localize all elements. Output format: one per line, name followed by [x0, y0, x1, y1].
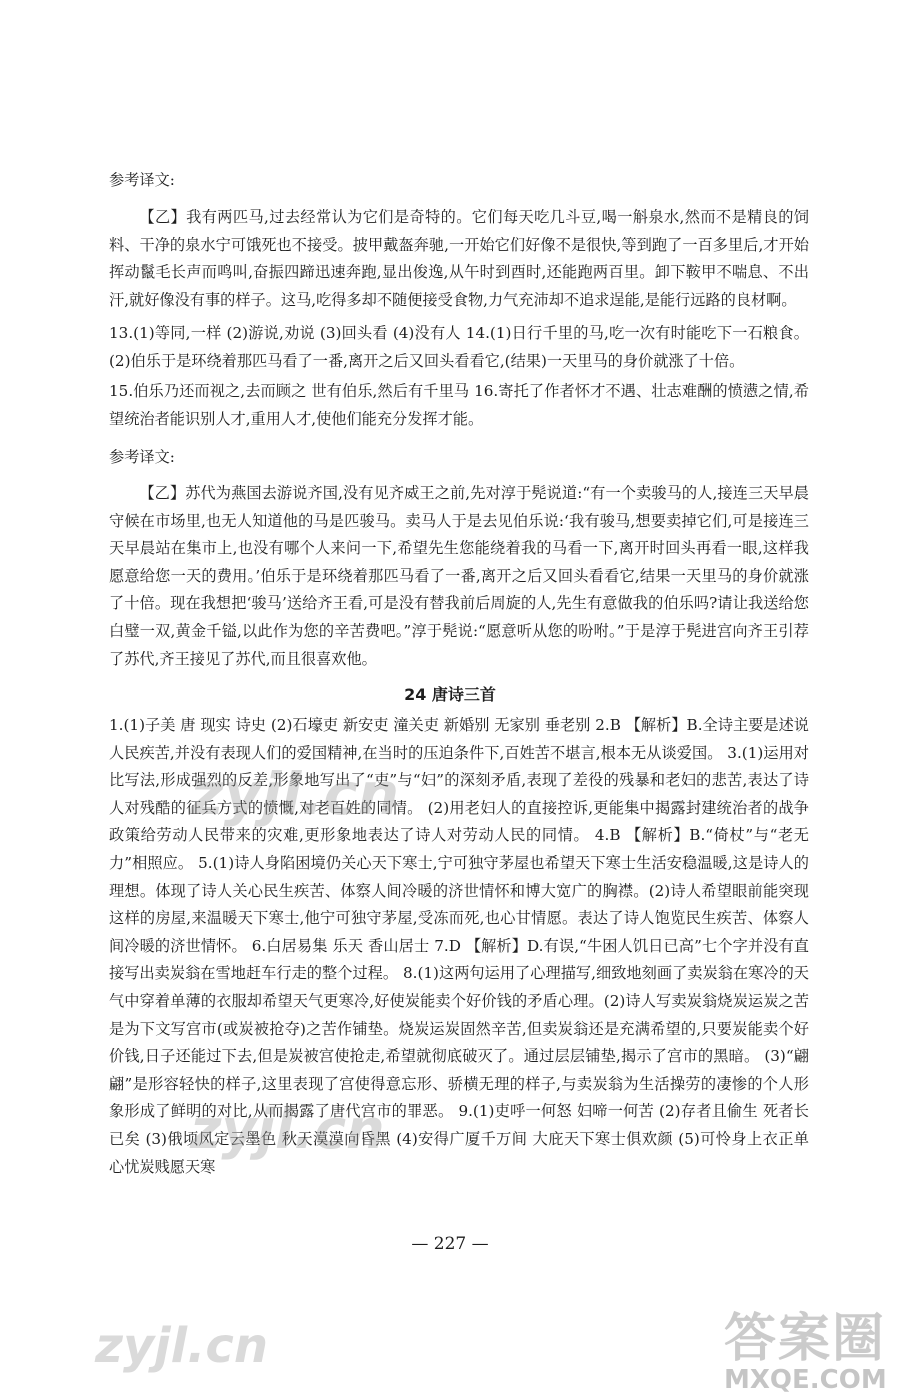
- brand-url: MXQE.COM: [724, 1365, 887, 1395]
- brand-watermark: [724, 1296, 887, 1395]
- brand-logo: 答案圈: [724, 1308, 887, 1369]
- watermark-text: zyjl.cn: [190, 1098, 385, 1161]
- watermark-text: zyjl.cn: [190, 760, 400, 828]
- watermark-text: zyjl.cn: [95, 1318, 268, 1374]
- answer-paragraph-tang-poems: 1.(1)子美 唐 现实 诗史 (2)石壕吏 新安吏 潼关吏 新婚别 无家别 垂老别 2.B 【解析】B.全诗主要是述说人民疾苦,并没有表现人们的爱国精神,在当时的压迫条件下,百姓苦不堪言,根本无从谈爱国。 3.(1)运用对比写法,形成强烈的反差,形象地写出了“吏”与“妇”的深刻矛盾,表现了差役的残暴和老妇的悲苦,表达了诗人对残酷的征兵方式的愤慨,对老百姓的同情。 (2)用老妇人的直接控诉,更能集中揭露封建统治者的战争政策给劳动人民带来的灾难,更形象地表达了诗人对劳动人民的同情。 4.B 【解析】B.“倚杖”与“老无力”相照应。 5.(1)诗人身陷困境仍关心天下寒士,宁可独守茅屋也希望天下寒士生活安稳温暖,这是诗人的理想。体现了诗人关心民生疾苦、体察人间冷暖的济世情怀和博大宽广的胸襟。(2)诗人希望眼前能突现这样的房屋,来温暖天下寒士,他宁可独守茅屋,受冻而死,也心甘情愿。表达了诗人饱览民生疾苦、体察人间冷暖的济世情怀。 6.白居易集 乐天 香山居士 7.D 【解析】D.有误,“牛困人饥日已高”七个字并没有直接写出卖炭翁在雪地赶车行走的整个过程。 8.(1)这两句运用了心理描写,细致地刻画了卖炭翁在寒冷的天气中穿着单薄的衣服却希望天气更寒冷,好使炭能卖个好价钱的矛盾心理。(2)诗人写卖炭翁烧炭运炭之苦是为下文写宫市(或炭被抢夺)之苦作铺垫。烧炭运炭固然辛苦,但卖炭翁还是充满希望的,只要炭能卖个好价钱,日子还能过下去,但是炭被宫使抢走,希望就彻底破灭了。通过层层铺垫,揭示了宫市的黑暗。 (3)“翩翩”是形容轻快的样子,这里表现了宫使得意忘形、骄横无理的样子,与卖炭翁为生活操劳的凄惨的个人形象形成了鲜明的对比,从而揭露了唐代宫市的罪恶。 9.(1)吏呼一何怒 妇啼一何苦 (2)存者且偷生 死者长已矣 (3)俄顷风定云墨色 秋天漠漠向昏黑 (4)安得广厦千万间 大庇天下寒士俱欢颜 (5)可怜身上衣正单 心忧炭贱愿天寒: [109, 716, 809, 1176]
- ref-translation-label: 参考译文:: [109, 171, 175, 189]
- translation-paragraph-1: 【乙】我有两匹马,过去经常认为它们是奇特的。它们每天吃几斗豆,喝一斛泉水,然而不是精良的饲料、干净的泉水宁可饿死也不接受。披甲戴盔奔驰,一开始它们好像不是很快,等到跑了一百多里后,才开始挥动鬣毛长声而鸣叫,奋振四蹄迅速奔跑,显出俊逸,从午时到酉时,还能跑两百里。卸下鞍甲不喘息、不出汗,就好像没有事的样子。这马,吃得多却不随便接受食物,力气充沛却不追求逞能,是能行远路的良材啊。: [109, 208, 809, 309]
- answer-paragraph-15-16: 15.伯乐乃还而视之,去而顾之 世有伯乐,然后有千里马 16.寄托了作者怀才不遇、壮志难酬的愤懑之情,希望统治者能识别人才,重用人才,使他们能充分发挥才能。: [109, 382, 809, 428]
- translation-paragraph-2: 【乙】苏代为燕国去游说齐国,没有见齐威王之前,先对淳于髡说道:“有一个卖骏马的人,接连三天早晨守候在市场里,也无人知道他的马是匹骏马。卖马人于是去见伯乐说:‘我有骏马,想要卖掉它们,可是接连三天早晨站在集市上,也没有哪个人来问一下,希望先生您能绕着我的马看一下,离开时回头再看一眼,这样我愿意给您一天的费用。’伯乐于是环绕着那匹马看了一番,离开之后又回头看看它,结果一天里马的身价就涨了十倍。现在我想把‘骏马’送给齐王看,可是没有替我前后周旋的人,先生有意做我的伯乐吗?请让我送给您白璧一双,黄金千镒,以此作为您的辛苦费吧。”淳于髡说:“愿意听从您的吩咐。”于是淳于髡进宫向齐王引荐了苏代,齐王接见了苏代,而且很喜欢他。: [109, 484, 809, 668]
- section-heading: 24 唐诗三首: [404, 685, 496, 704]
- page-number: — 227 —: [411, 1234, 489, 1254]
- ref-translation-label-2: 参考译文:: [109, 448, 175, 466]
- answer-paragraph-13-14: 13.(1)等同,一样 (2)游说,劝说 (3)回头看 (4)没有人 14.(1)日行千里的马,吃一次有时能吃下一石粮食。 (2)伯乐于是环绕着那匹马看了一番,离开之后又回头看看它,(结果)一天里马的身价就涨了十倍。: [109, 324, 809, 370]
